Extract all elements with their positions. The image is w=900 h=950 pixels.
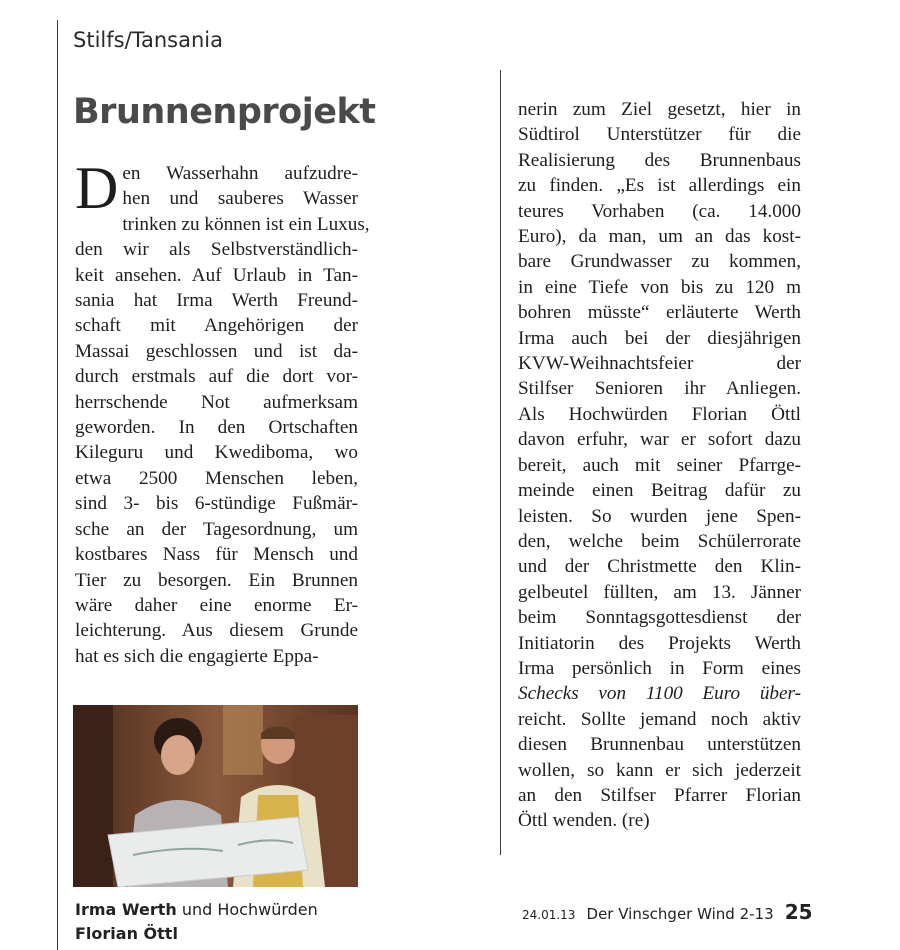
photo-caption	[75, 898, 318, 946]
text-line: en Wasserhahn aufzudre-	[122, 163, 358, 184]
text-line: bare Grundwasser zu kommen,	[518, 251, 801, 273]
publication-name: Der Vinschger Wind 2-13	[586, 905, 774, 923]
text-line: teures Vorhaben (ca. 14.000	[518, 200, 801, 222]
text-line: nerin zum Ziel gesetzt, hier in	[518, 99, 801, 120]
text-line: in eine Tiefe von bis zu 120 m	[518, 276, 801, 298]
text-line: schaft mit Angehörigen der	[75, 315, 358, 337]
text-line: wollen, so kann er sich jederzeit	[518, 759, 801, 781]
text-line: hen und sauberes Wasser	[122, 188, 358, 210]
text-line: den, welche beim Schülerrorate	[518, 530, 801, 552]
text-line: Irma auch bei der diesjährigen	[518, 327, 801, 349]
text-line: KVW-Weihnachtsfeier der	[518, 353, 801, 375]
text-line: Massai geschlossen und ist da-	[75, 340, 358, 362]
text-line: Irma persönlich in Form eines	[518, 657, 801, 679]
text-line: Öttl wenden. (re)	[518, 810, 650, 832]
text-line: leisten. So wurden jene Spen-	[518, 505, 801, 527]
page-number: 25	[784, 900, 813, 924]
text-line: reicht. Sollte jemand noch aktiv	[518, 708, 801, 730]
issue-date: 24.01.13	[522, 908, 576, 922]
text-line: Südtirol Unterstützer für die	[518, 124, 801, 146]
text-line: geworden. In den Ortschaften	[75, 417, 358, 439]
text-line: davon erfuhr, war er sofort dazu	[518, 429, 801, 451]
text-line: Als Hochwürden Florian Öttl	[518, 403, 801, 425]
column-rule-left	[57, 20, 58, 950]
text-line: Initiatorin des Projekts Werth	[518, 632, 801, 654]
text-line: Realisierung des Brunnenbaus	[518, 149, 801, 171]
section-label: Stilfs/Tansania	[73, 28, 223, 52]
text-line: hat es sich die engagierte Eppa-	[75, 645, 319, 667]
text-line: beim Sonntagsgottesdienst der	[518, 607, 801, 629]
text-line: an den Stilfser Pfarrer Florian	[518, 784, 801, 806]
caption-middle: und Hochwürden	[176, 900, 318, 919]
text-line: trinken zu können ist ein Luxus,	[122, 213, 370, 235]
text-line: durch erstmals auf die dort vor-	[75, 366, 358, 388]
text-line: herrschende Not aufmerksam	[75, 391, 358, 413]
text-line: und der Christmette den Klin-	[518, 556, 801, 578]
text-line: bereit, auch mit seiner Pfarrge-	[518, 454, 801, 476]
text-line: etwa 2500 Menschen leben,	[75, 467, 358, 489]
column-rule-middle	[500, 70, 501, 855]
text-line: Tier zu besorgen. Ein Brunnen	[75, 569, 358, 591]
drop-cap: D	[75, 155, 119, 221]
text-line: Kileguru und Kwediboma, wo	[75, 442, 358, 464]
text-line: sind 3- bis 6-stündige Fußmär-	[75, 493, 358, 515]
article-headline: Brunnenprojekt	[73, 92, 376, 132]
page-footer	[522, 900, 813, 924]
text-line: wäre daher eine enorme Er-	[75, 594, 358, 616]
text-line: sania hat Irma Werth Freund-	[75, 290, 358, 312]
text-line: sche an der Tagesordnung, um	[75, 518, 358, 540]
text-line: kostbares Nass für Mensch und	[75, 544, 358, 566]
text-line: Schecks von 1100 Euro über-	[518, 683, 801, 705]
article-column-left	[75, 155, 370, 669]
article-column-right	[518, 97, 801, 834]
text-line: meinde einen Beitrag dafür zu	[518, 480, 801, 502]
text-line: zu finden. „Es ist allerdings ein	[518, 175, 801, 197]
text-line: den wir als Selbstverständlich-	[75, 239, 358, 261]
text-line: gelbeutel füllten, am 13. Jänner	[518, 581, 801, 603]
article-photo	[73, 705, 358, 887]
text-line: bohren müsste“ erläuterte Werth	[518, 302, 801, 324]
text-line: diesen Brunnenbau unterstützen	[518, 734, 801, 756]
caption-name-2: Florian Öttl	[75, 924, 178, 943]
text-line: Stilfser Senioren ihr Anliegen.	[518, 378, 801, 400]
caption-name-1: Irma Werth	[75, 900, 177, 919]
text-line: keit ansehen. Auf Urlaub in Tan-	[75, 264, 358, 286]
text-line: leichterung. Aus diesem Grunde	[75, 620, 358, 642]
text-line: Euro), da man, um an das kost-	[518, 226, 801, 248]
